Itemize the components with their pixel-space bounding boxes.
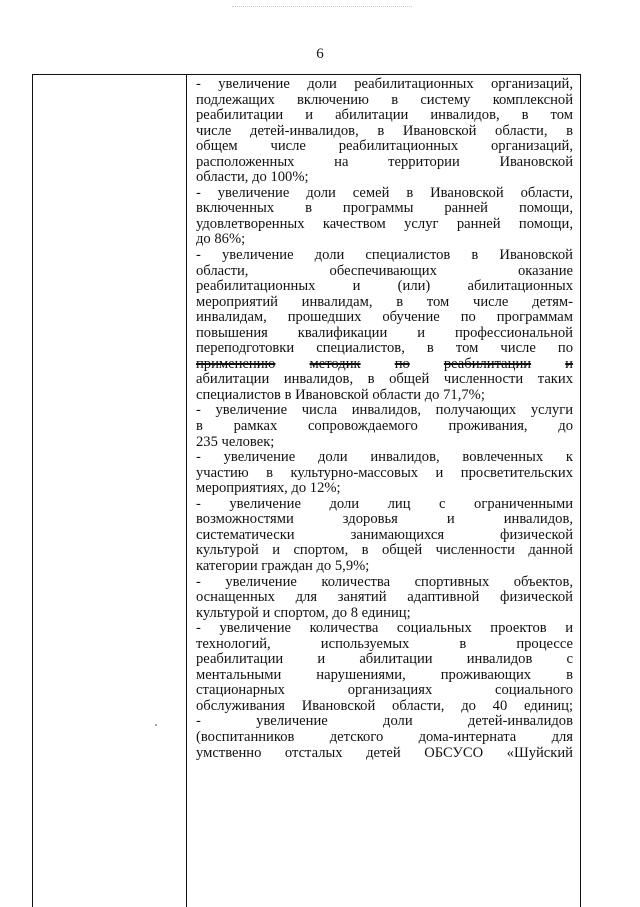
struck-through-text <box>196 357 573 373</box>
text-line: включенных в программы ранней помощи, <box>196 200 573 217</box>
struck-word: методик <box>309 355 361 372</box>
expected-results-text <box>188 75 573 761</box>
text-line <box>196 357 573 373</box>
struck-word: применению <box>196 355 276 372</box>
text-line: участию в культурно-массовых и просветительских <box>196 464 573 481</box>
text-line: инвалидам, прошедших обучение по программам <box>196 309 573 326</box>
text-line: до 86%; <box>196 231 246 248</box>
text-line: подлежащих включению в систему комплексной <box>196 91 573 108</box>
text-line: ментальными нарушениями, проживающих в <box>196 666 573 683</box>
text-line: - увеличение доли детей-инвалидов <box>196 713 573 730</box>
text-line: числе детей-инвалидов, в Ивановской области, в <box>196 122 573 139</box>
struck-word: по <box>394 355 410 372</box>
text-line: категории граждан до 5,9%; <box>196 557 370 574</box>
text-line: абилитации инвалидов, в общей численности таких <box>196 371 573 388</box>
scan-speck <box>155 724 157 726</box>
text-line: культурой и спортом, в общей численности данной <box>196 542 573 559</box>
text-line: удовлетворенных качеством услуг ранней помощи, <box>196 215 573 232</box>
document-table <box>32 74 581 907</box>
text-line: оснащенных для занятий адаптивной физической <box>196 589 573 606</box>
text-line: области, до 100%; <box>196 169 309 186</box>
text-line: культурой и спортом, до 8 единиц; <box>196 604 411 621</box>
text-line: - увеличение доли инвалидов, вовлеченных к <box>196 449 573 466</box>
text-line: - увеличение доли реабилитационных организаций, <box>196 76 573 92</box>
text-line: переподготовки специалистов, в том числе по <box>196 340 573 357</box>
text-line: - увеличение доли лиц с ограниченными <box>196 495 573 512</box>
text-line: расположенных на территории Ивановской <box>196 153 573 170</box>
text-line: - увеличение числа инвалидов, получающих услуги <box>196 402 573 419</box>
text-line: - увеличение доли семей в Ивановской области, <box>196 184 573 201</box>
text-line: реабилитационных и (или) абилитационных <box>196 278 573 295</box>
text-line: в рамках сопровождаемого проживания, до <box>196 418 573 435</box>
table-left-column <box>33 75 187 907</box>
text-line: возможностями здоровья и инвалидов, <box>196 511 573 528</box>
text-line: мероприятий инвалидам, в том числе детям- <box>196 293 573 310</box>
text-line: повышения квалификации и профессиональной <box>196 324 573 341</box>
text-line: реабилитации и абилитации инвалидов с <box>196 651 573 668</box>
page-number: 6 <box>316 46 324 62</box>
struck-word: и <box>565 355 573 372</box>
text-line: общем числе реабилитационных организаций, <box>196 138 573 155</box>
text-line: 235 человек; <box>196 433 275 450</box>
text-line: области, обеспечивающих оказание <box>196 262 573 279</box>
table-right-column <box>188 75 573 761</box>
text-line: стационарных организациях социального <box>196 682 573 699</box>
text-line: обслуживания Ивановской области, до 40 единиц; <box>196 697 573 714</box>
text-line: специалистов в Ивановской области до 71,7%; <box>196 386 485 403</box>
scan-artifact <box>232 6 412 8</box>
text-line: систематически занимающихся физической <box>196 526 573 543</box>
struck-word: реабилитации <box>443 355 532 372</box>
text-line: мероприятиях, до 12%; <box>196 480 341 497</box>
text-line: технологий, используемых в процессе <box>196 635 573 652</box>
text-line: - увеличение доли специалистов в Ивановской <box>196 247 573 264</box>
text-line: реабилитации и абилитации инвалидов, в том <box>196 107 573 124</box>
text-line: (воспитанников детского дома-интерната для <box>196 728 573 745</box>
text-line: умственно отсталых детей ОБСУСО «Шуйский <box>196 744 573 761</box>
text-line: - увеличение количества социальных проектов и <box>196 620 573 637</box>
text-line: - увеличение количества спортивных объектов, <box>196 573 573 590</box>
